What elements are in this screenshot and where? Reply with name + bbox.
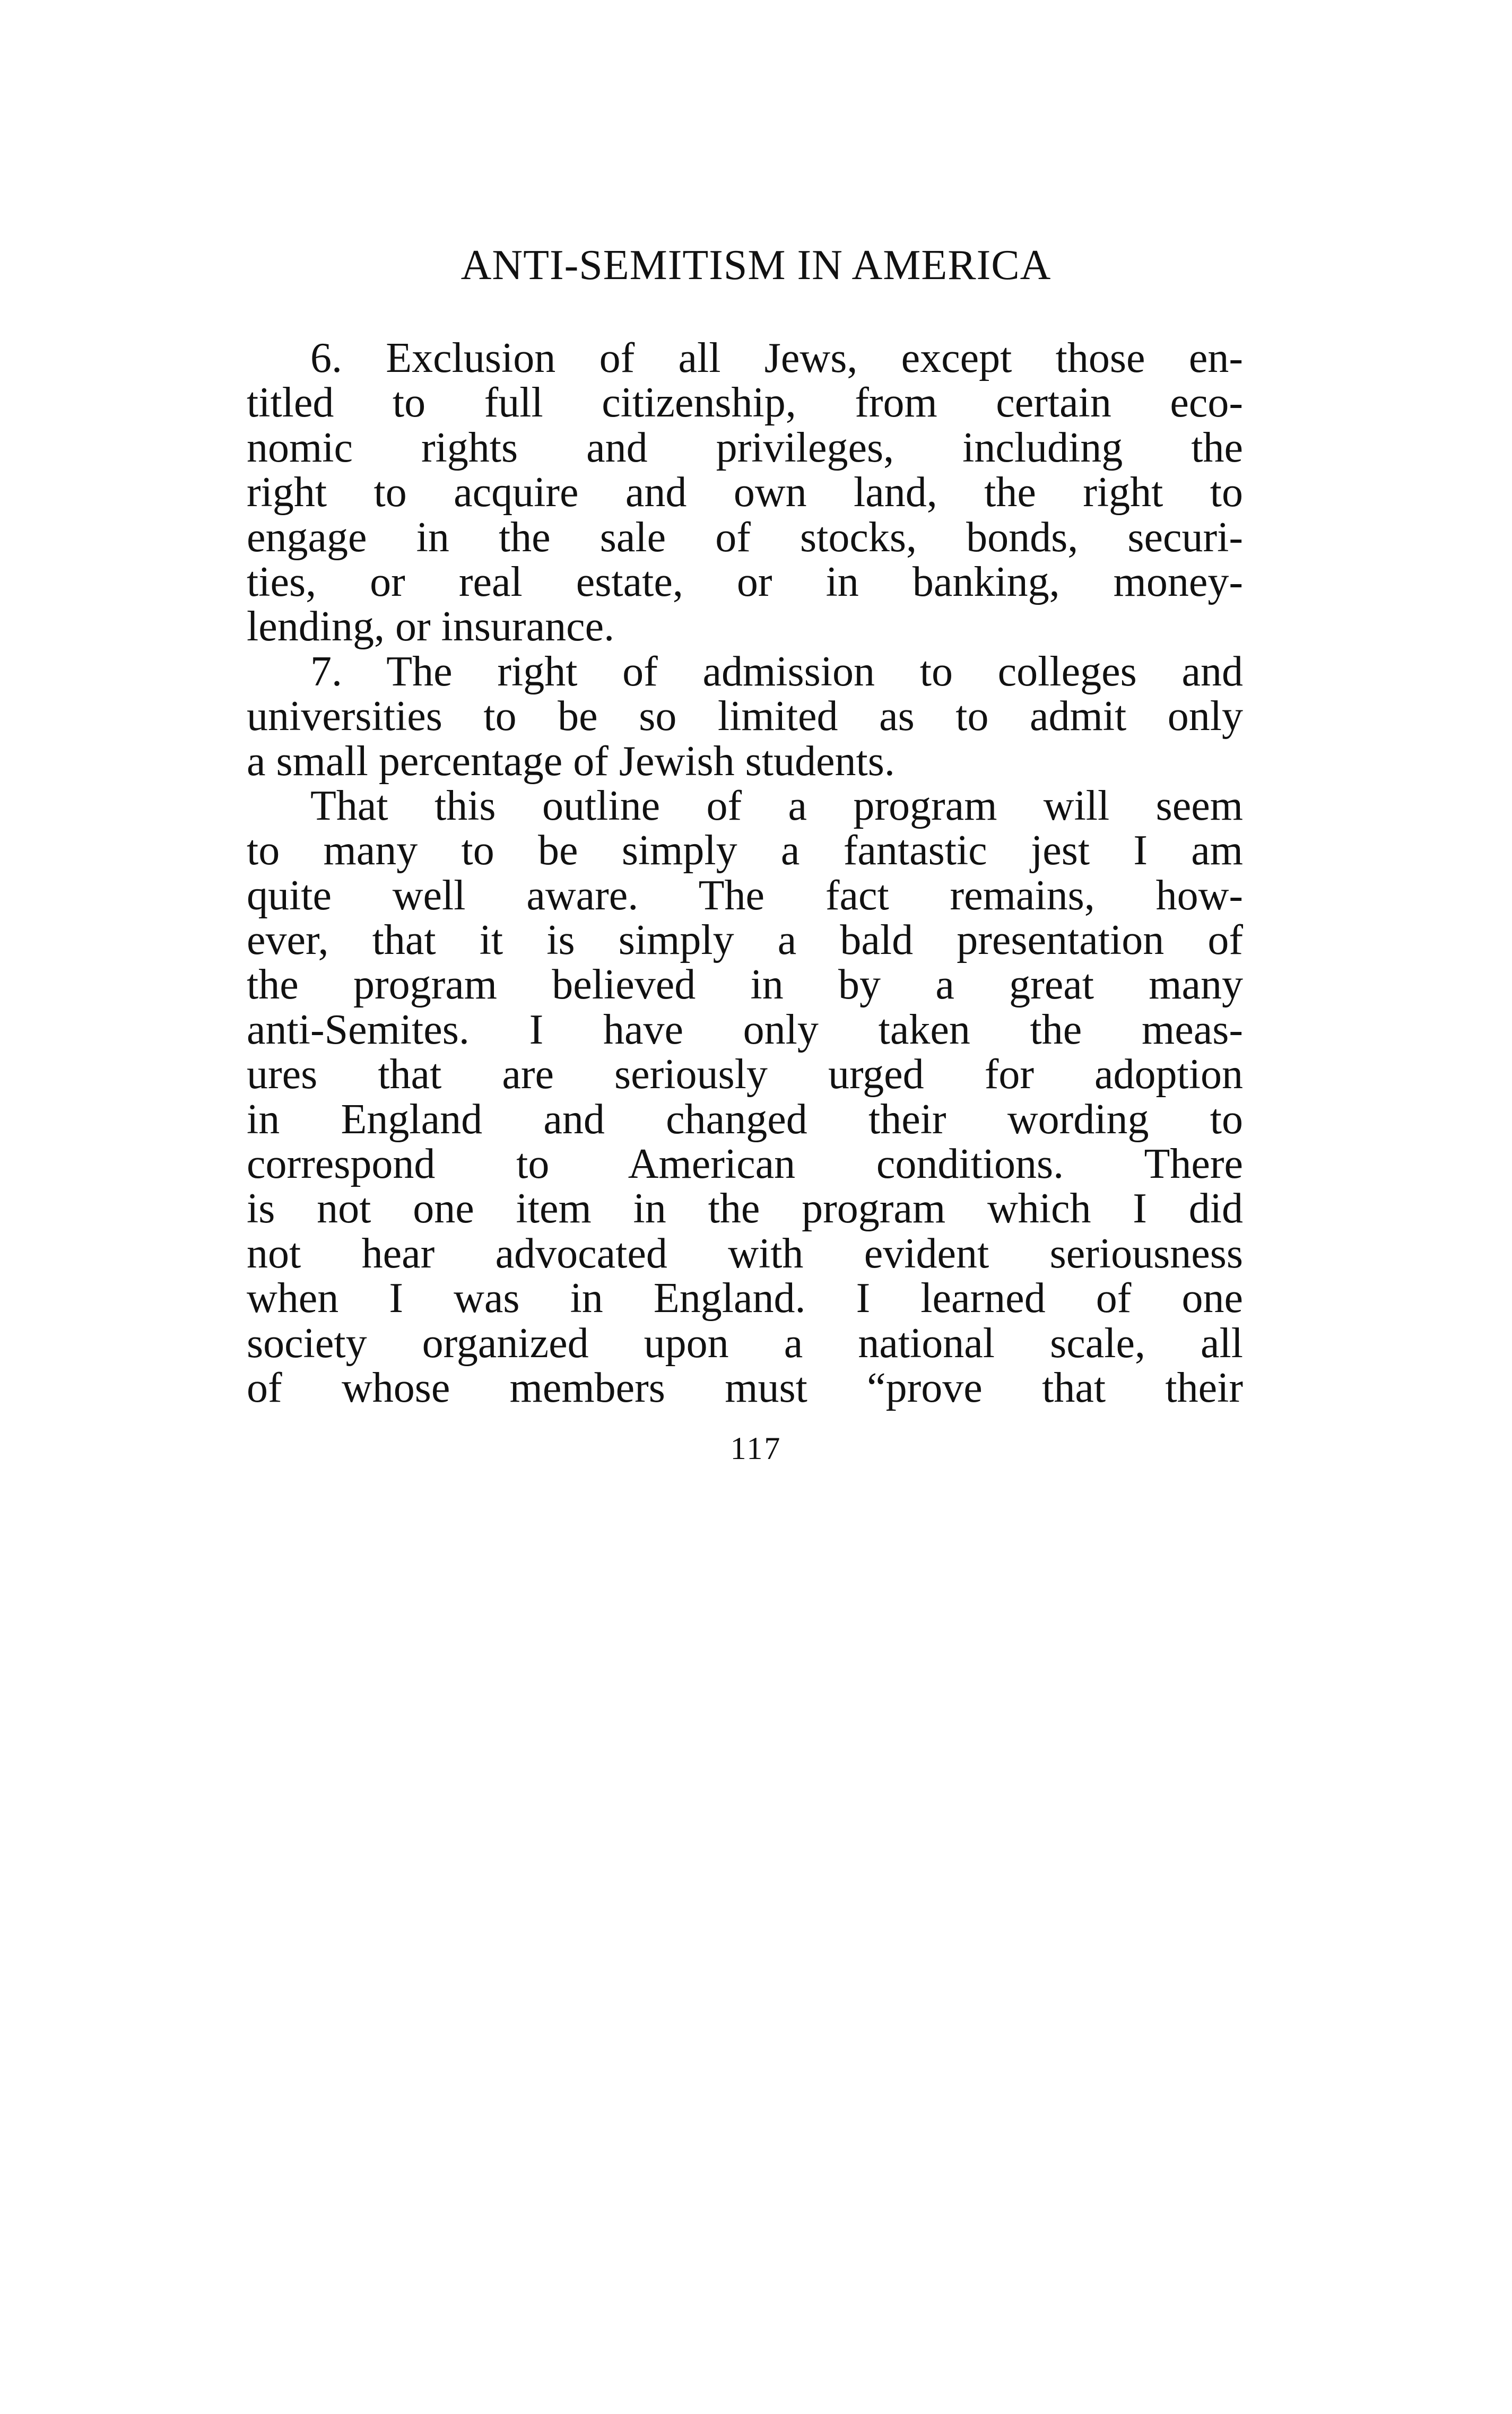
body-text — [247, 336, 1243, 1410]
text-line: anti-Semites. I have only taken the meas- — [247, 1006, 1243, 1053]
text-line: of whose members must “prove that their — [247, 1364, 1243, 1411]
text-line: 7. The right of admission to colleges and — [310, 648, 1243, 695]
text-line: correspond to American conditions. There — [247, 1141, 1243, 1188]
text-line: That this outline of a program will seem — [310, 782, 1243, 829]
text-line: in England and changed their wording to — [247, 1096, 1243, 1143]
text-line: ures that are seriously urged for adoption — [247, 1051, 1243, 1098]
text-line: when I was in England. I learned of one — [247, 1275, 1243, 1322]
text-line: is not one item in the program which I did — [247, 1185, 1243, 1232]
text-line: right to acquire and own land, the right to — [247, 469, 1243, 516]
text-line: universities to be so limited as to admit only — [247, 693, 1243, 740]
text-line: 6. Exclusion of all Jews, except those en- — [310, 335, 1243, 381]
text-line: to many to be simply a fantastic jest I am — [247, 827, 1243, 874]
text-line: lending, or insurance. — [247, 603, 615, 650]
text-line: society organized upon a national scale, all — [247, 1319, 1243, 1367]
text-line: ever, that it is simply a bald presentation of — [247, 917, 1243, 964]
running-header: ANTI-SEMITISM IN AMERICA — [460, 242, 1052, 289]
text-line: engage in the sale of stocks, bonds, securi- — [247, 514, 1243, 561]
text-line: ties, or real estate, or in banking, money- — [247, 558, 1243, 605]
text-line: quite well aware. The fact remains, how- — [247, 872, 1243, 919]
text-line: a small percentage of Jewish students. — [247, 737, 895, 785]
text-line: not hear advocated with evident seriousness — [247, 1230, 1243, 1277]
text-line: the program believed in by a great many — [247, 961, 1243, 1009]
text-line: nomic rights and privileges, including the — [247, 424, 1243, 471]
text-line: titled to full citizenship, from certain eco- — [247, 379, 1243, 427]
page-number: 117 — [730, 1431, 782, 1466]
